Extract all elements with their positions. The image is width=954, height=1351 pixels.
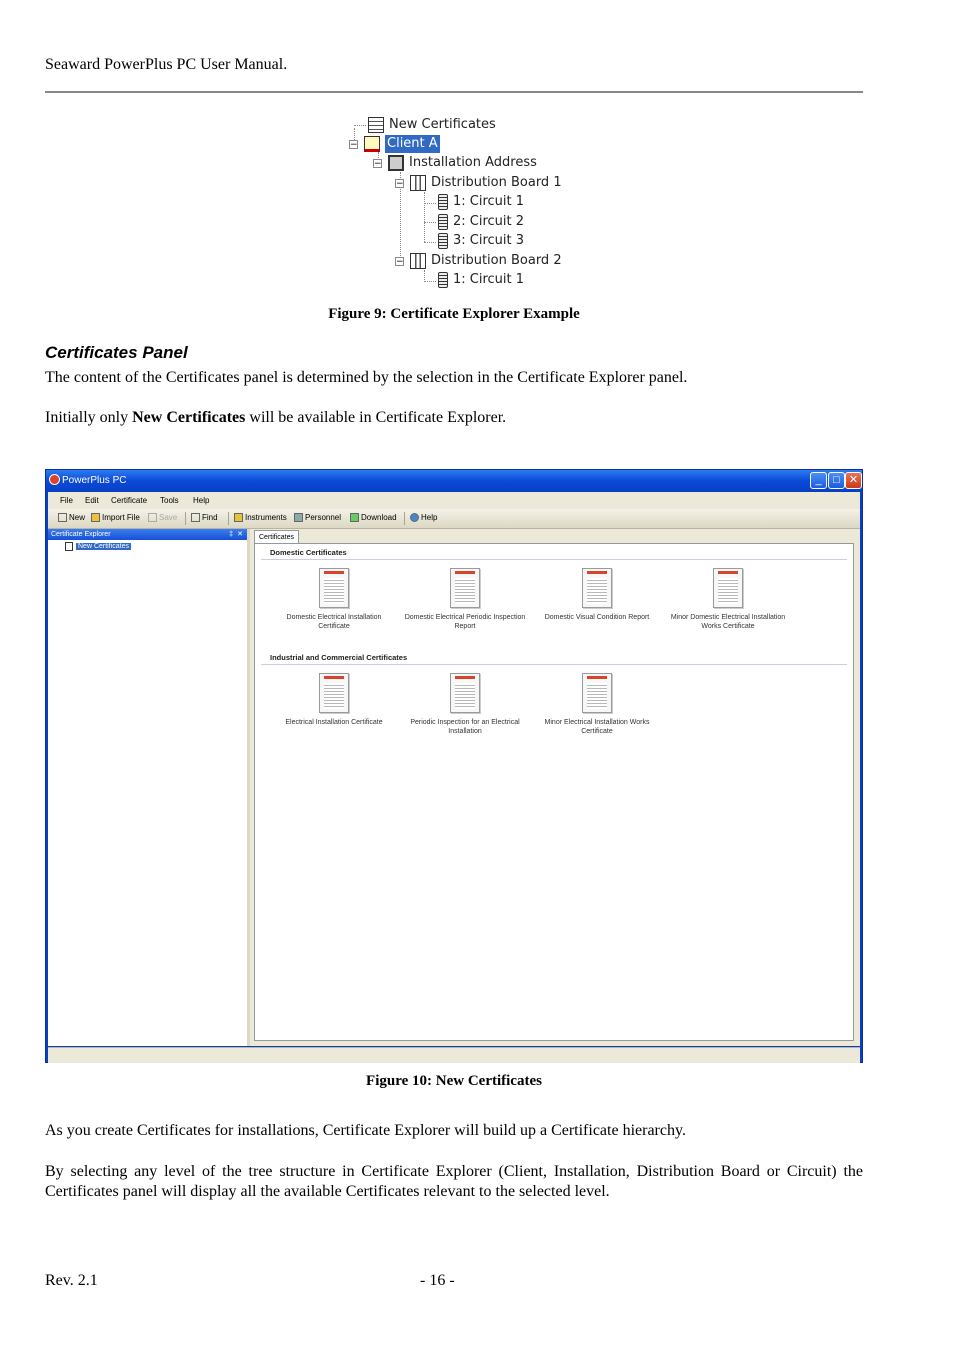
certificate-explorer-panel <box>48 529 250 1046</box>
certificate-explorer-tree-figure <box>348 114 560 296</box>
certificate-item[interactable] <box>270 568 398 631</box>
save-button[interactable] <box>148 513 177 522</box>
tree-node-client-a[interactable] <box>349 135 440 153</box>
paragraph-text: Initially only <box>45 409 133 426</box>
section-paragraph-2 <box>45 409 506 427</box>
explorer-panel-header <box>48 529 247 540</box>
tree-node-label: New Certificates <box>389 117 496 132</box>
collapse-icon[interactable]: − <box>374 158 382 169</box>
certificate-label: Periodic Inspection for an Electrical Installation <box>410 719 520 735</box>
explorer-node-new-certificates[interactable] <box>65 542 131 551</box>
toolbar-label: Help <box>421 513 438 522</box>
client-icon <box>364 136 380 152</box>
tree-node-distribution-board-2[interactable] <box>395 252 562 270</box>
toolbar-label: Instruments <box>245 513 287 522</box>
document-icon <box>65 542 73 551</box>
tree-node-label: 1: Circuit 1 <box>453 272 525 287</box>
tree-node-label: Client A <box>387 136 438 151</box>
tree-node-circuit[interactable] <box>438 232 524 250</box>
certificate-document-icon <box>713 568 743 608</box>
toolbar-label: New <box>69 513 86 522</box>
footer-page-number: - 16 - <box>420 1272 455 1289</box>
find-icon <box>191 513 200 522</box>
collapse-icon[interactable]: − <box>396 256 404 267</box>
instruments-button[interactable] <box>234 513 287 522</box>
window-titlebar[interactable] <box>46 470 862 492</box>
certificate-label: Domestic Electrical Installation Certificate <box>286 614 382 630</box>
footer-revision: Rev. 2.1 <box>45 1272 98 1289</box>
app-icon <box>49 474 60 485</box>
tree-node-circuit[interactable] <box>438 193 524 211</box>
menu-file[interactable]: File <box>60 496 73 505</box>
close-button[interactable]: ✕ <box>845 472 862 489</box>
maximize-button[interactable]: □ <box>828 472 845 489</box>
certificate-document-icon <box>450 568 480 608</box>
certificate-item[interactable] <box>664 568 792 631</box>
tree-node-label: Distribution Board 2 <box>431 253 562 268</box>
circuit-icon <box>438 194 448 210</box>
certificate-document-icon <box>582 673 612 713</box>
menu-tools[interactable]: Tools <box>160 496 179 505</box>
tree-connector <box>424 192 425 242</box>
after-paragraph-1: As you create Certificates for installations, Certificate Explorer will build up a Certificate hierarchy. <box>45 1122 686 1139</box>
tree-node-circuit[interactable] <box>438 271 524 289</box>
powerplus-window-screenshot <box>45 469 863 1063</box>
certificate-item[interactable] <box>401 568 529 631</box>
help-button[interactable] <box>410 513 437 522</box>
figure-10-caption: Figure 10: New Certificates <box>366 1073 542 1089</box>
menu-help[interactable]: Help <box>193 496 210 505</box>
certificates-panel <box>250 529 860 1046</box>
header-rule <box>45 91 863 93</box>
toolbar-label: Find <box>202 513 218 522</box>
tree-connector <box>424 222 436 223</box>
certificate-item[interactable] <box>533 568 661 622</box>
tree-node-distribution-board-1[interactable] <box>395 174 562 192</box>
import-file-button[interactable] <box>91 513 140 522</box>
explorer-node-label: New Certificates <box>78 543 129 550</box>
toolbar-label: Download <box>361 513 397 522</box>
explorer-panel-title: Certificate Explorer <box>51 531 111 538</box>
circuit-icon <box>438 272 448 288</box>
certificate-document-icon <box>450 673 480 713</box>
certificate-item[interactable] <box>401 673 529 736</box>
tree-node-label: Installation Address <box>409 155 537 170</box>
circuit-icon <box>438 233 448 249</box>
certificate-item[interactable] <box>533 673 661 736</box>
paragraph-text: will be available in Certificate Explorer. <box>245 409 507 426</box>
new-icon <box>58 513 67 522</box>
toolbar-separator <box>185 512 186 525</box>
figure-9-caption: Figure 9: Certificate Explorer Example <box>328 306 580 322</box>
after-paragraph-2: By selecting any level of the tree structure in Certificate Explorer (Client, Installation, Distribution Board or Circuit) the Certificates panel will display all the available Certificates relevant to the selected level. <box>45 1163 863 1200</box>
certificate-label: Domestic Visual Condition Report <box>544 614 650 621</box>
tree-node-label: 2: Circuit 2 <box>453 214 525 229</box>
help-icon <box>410 513 419 522</box>
close-icon[interactable]: ✕ <box>237 531 243 538</box>
tree-node-label: 1: Circuit 1 <box>453 194 525 209</box>
collapse-icon[interactable]: − <box>350 139 358 150</box>
tree-node-installation-address[interactable] <box>373 154 537 172</box>
certificate-label: Minor Domestic Electrical Installation Works Certificate <box>670 614 786 630</box>
toolbar-separator <box>228 512 229 525</box>
certificate-document-icon <box>319 568 349 608</box>
distribution-board-icon <box>410 175 426 191</box>
certificate-label: Minor Electrical Installation Works Certificate <box>544 719 650 735</box>
tree-connector <box>424 242 436 243</box>
toolbar-label: Save <box>159 513 178 522</box>
window-title: PowerPlus PC <box>62 475 127 486</box>
menu-bar <box>48 492 860 509</box>
tree-connector <box>424 203 436 204</box>
tree-node-label: Distribution Board 1 <box>431 175 562 190</box>
installation-icon <box>388 155 404 171</box>
certificate-document-icon <box>319 673 349 713</box>
tab-certificates[interactable]: Certificates <box>254 530 299 544</box>
find-button[interactable] <box>191 513 218 522</box>
group-divider <box>261 559 847 560</box>
distribution-board-icon <box>410 253 426 269</box>
personnel-icon <box>294 513 303 522</box>
section-paragraph-1: The content of the Certificates panel is determined by the selection in the Certificate Explorer panel. <box>45 369 688 386</box>
download-button[interactable] <box>350 513 397 522</box>
section-heading: Certificates Panel <box>45 343 188 362</box>
certificate-label: Domestic Electrical Periodic Inspection Report <box>404 614 526 630</box>
tree-node-label: 3: Circuit 3 <box>453 233 525 248</box>
tree-node-circuit[interactable] <box>438 213 524 231</box>
manual-header-title: Seaward PowerPlus PC User Manual. <box>45 56 288 73</box>
domestic-group-heading: Domestic Certificates <box>270 548 347 557</box>
industrial-group-heading: Industrial and Commercial Certificates <box>270 653 408 662</box>
pin-icon[interactable]: ‡ <box>229 531 233 538</box>
toolbar <box>48 509 860 529</box>
paragraph-bold-text: New Certificates <box>132 409 246 426</box>
tree-node-new-certificates[interactable] <box>368 116 496 134</box>
menu-certificate[interactable]: Certificate <box>111 496 148 505</box>
minimize-button[interactable]: _ <box>810 472 827 489</box>
certificates-content <box>254 543 854 1041</box>
collapse-icon[interactable]: − <box>396 178 404 189</box>
folder-icon <box>91 513 100 522</box>
menu-edit[interactable]: Edit <box>85 496 99 505</box>
certificate-item[interactable] <box>270 673 398 727</box>
certificate-document-icon <box>582 568 612 608</box>
toolbar-separator <box>404 512 405 525</box>
certificate-label: Electrical Installation Certificate <box>285 719 383 726</box>
circuit-icon <box>438 214 448 230</box>
instruments-icon <box>234 513 243 522</box>
toolbar-label: Personnel <box>305 513 342 522</box>
personnel-button[interactable] <box>294 513 341 522</box>
new-button[interactable] <box>58 513 85 522</box>
download-icon <box>350 513 359 522</box>
document-list-icon <box>368 117 384 133</box>
save-icon <box>148 513 157 522</box>
tree-connector <box>354 125 366 126</box>
group-divider <box>261 664 847 665</box>
tree-connector <box>424 281 436 282</box>
status-bar <box>48 1047 860 1063</box>
toolbar-label: Import File <box>102 513 140 522</box>
